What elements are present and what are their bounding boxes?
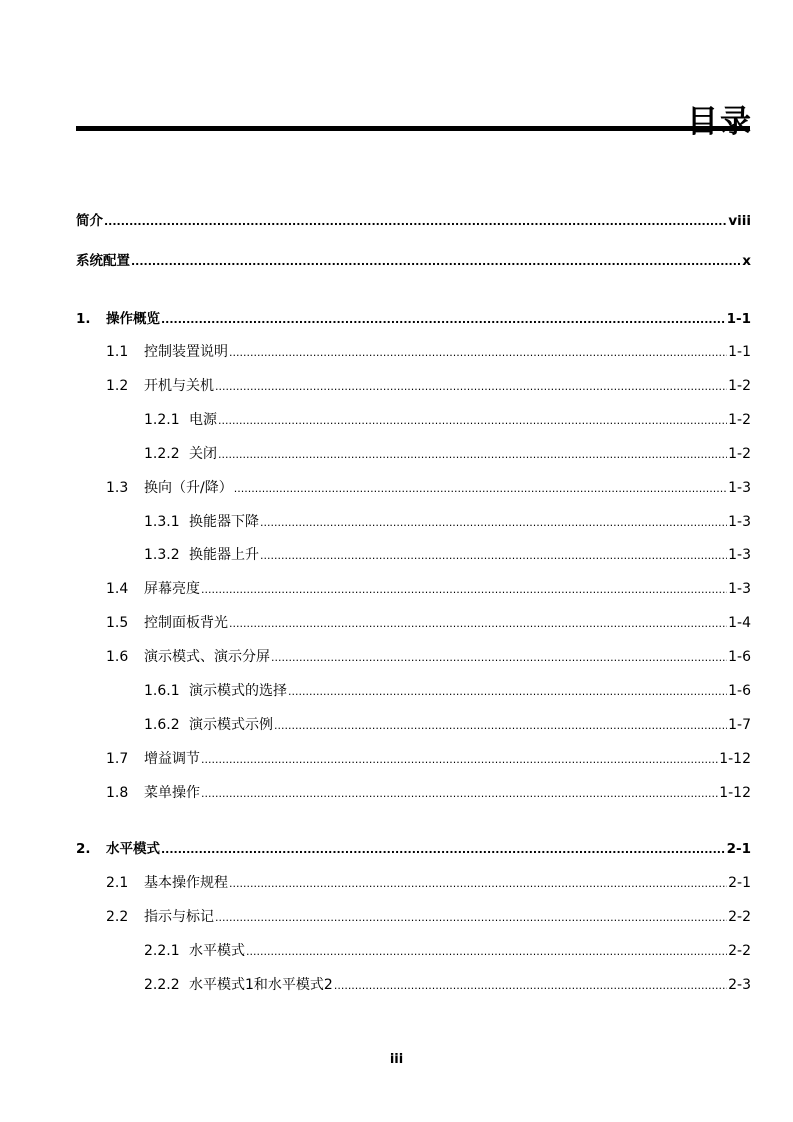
toc-entry[interactable]: 2.2.1 水平模式 ..... 2-2 [76,941,751,961]
page-number: iii [389,1052,404,1067]
toc-entry[interactable]: 1.2.2 关闭 ..... 1-2 [76,444,751,464]
toc-entry[interactable]: 1.1 控制装置说明 ..... 1-1 [76,342,751,362]
toc-entry[interactable]: 2.1 基本操作规程 ..... 2-1 [76,873,751,893]
toc-entry[interactable]: 1.7 增益调节 ..... 1-12 [76,749,751,769]
toc-entry[interactable]: 2.2 指示与标记 ..... 2-2 [76,907,751,927]
toc-entry[interactable]: 1.4 屏幕亮度 ..... 1-3 [76,579,751,599]
toc-entry[interactable]: 1.3 换向（升/降） ..... 1-3 [76,478,751,498]
toc-entry[interactable]: 1.2.1 电源 ..... 1-2 [76,410,751,430]
toc-entry[interactable]: 系统配置 ..... x [76,251,751,271]
toc-entry[interactable]: 2.2.2 水平模式1和水平模式2 ..... 2-3 [76,975,751,995]
toc-entry[interactable]: 1.2 开机与关机 ..... 1-2 [76,376,751,396]
toc-entry[interactable]: 简介 ..... viii [76,211,751,231]
title-rule [76,126,750,131]
toc-entry[interactable]: 1.6.1 演示模式的选择 ..... 1-6 [76,681,751,701]
toc-entry[interactable]: 1.5 控制面板背光 ..... 1-4 [76,613,751,633]
toc-entry[interactable]: 1. 操作概览 ..... 1-1 [76,309,751,329]
toc-entry[interactable]: 2. 水平模式 ..... 2-1 [76,839,751,859]
toc-entry[interactable]: 1.6 演示模式、演示分屏 ..... 1-6 [76,647,751,667]
toc-entry[interactable]: 1.6.2 演示模式示例 ..... 1-7 [76,715,751,735]
toc-entry[interactable]: 1.8 菜单操作 ..... 1-12 [76,783,751,803]
toc-entry[interactable]: 1.3.1 换能器下降 ..... 1-3 [76,512,751,532]
page-title: 目录 [687,104,753,140]
toc-entry[interactable]: 1.3.2 换能器上升 ..... 1-3 [76,545,751,565]
